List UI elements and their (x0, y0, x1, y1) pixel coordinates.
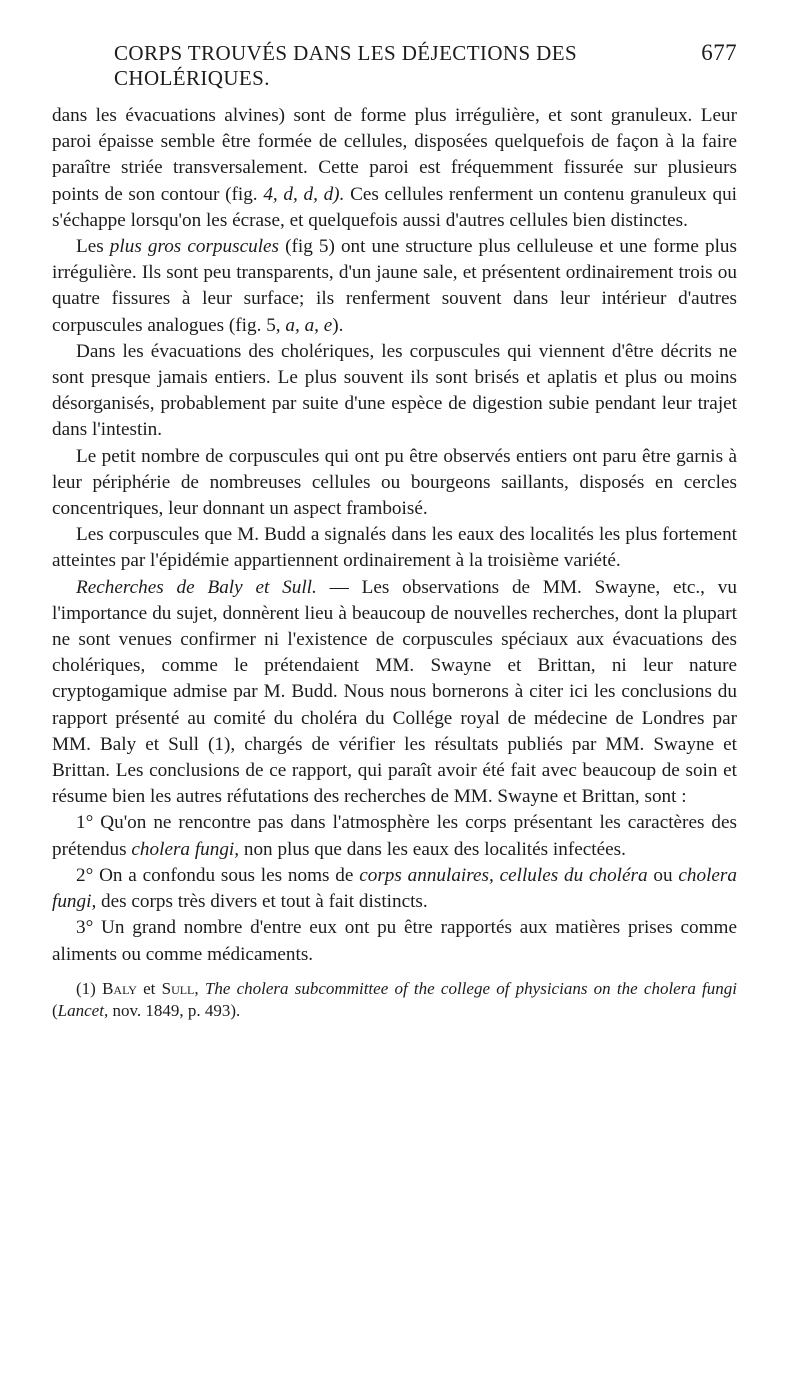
text-run: (fig 5) ont une structure plus celluleuse et une forme plus irrégulière. Ils sont peu transparents, d'un jaune sale, et présentent ordinairement trois ou quatre fissures à leur surface; ils renferment souvent dans leur intérieur d'autres corpuscules analogues (fig. 5, (52, 236, 737, 336)
italic-text: Lancet (57, 1000, 104, 1020)
text-run: Les (76, 236, 110, 258)
book-page (52, 40, 737, 1022)
page-number: 677 (701, 40, 737, 65)
author-name: Baly (102, 978, 137, 998)
italic-text: Recherches de Baly et Sull. (76, 576, 317, 598)
text-run: Dans les évacuations des cholériques, les corpuscules qui viennent d'être décrits ne sont presque jamais entiers. Le plus souvent ils sont brisés et aplatis et plus ou moins désorganisés, probablement par suite d'une espèce de digestion subie pendant leur trajet dans l'intestin. (52, 340, 737, 441)
text-run: Les corpuscules que M. Budd a signalés dans les eaux des localités les plus fortement atteintes par l'épidémie appartiennent ordinairement à la troisième variété. (52, 524, 737, 572)
italic-text: cholera fungi, (131, 838, 240, 860)
italic-text: plus gros corpuscules (109, 236, 280, 258)
text-run: Le petit nombre de corpuscules qui ont pu être observés entiers ont paru être garnis à leur périphérie de nombreuses cellules ou bourgeons saillants, disposés en cercles concentriques, leur donnant un aspect framboisé. (52, 445, 737, 520)
author-name: Sull (161, 978, 195, 998)
text-run: (1) (76, 978, 103, 998)
text-run: , nov. 1849, p. 493). (103, 1000, 241, 1020)
running-title: CORPS TROUVÉS DANS LES DÉJECTIONS DES CHOLÉRIQUES. (114, 41, 578, 90)
text-run: 2° On a confondu sous les noms de (76, 864, 360, 886)
footnote (52, 978, 737, 1022)
text-run: 1° Qu'on ne rencontre pas dans l'atmosphère les corps présentant les caractères des prétendus (52, 812, 737, 860)
italic-text: The cholera subcommittee of the college of physicians on the cholera fungi (204, 978, 737, 998)
paragraph (52, 915, 737, 967)
text-run: ). (332, 314, 344, 336)
text-run: , (194, 978, 205, 998)
text-run: 3° Un grand nombre d'entre eux ont pu être rapportés aux matières prises comme aliments ou comme médicaments. (52, 917, 737, 965)
text-run: Ces cellules renferment un contenu granuleux qui s'échappe lorsqu'on les écrase, et quelquefois aussi d'autres cellules bien distinctes. (52, 183, 738, 231)
italic-text: a, a, e (285, 314, 333, 336)
body-text (52, 103, 737, 968)
italic-text: cholera fungi, (52, 864, 737, 913)
paragraph (52, 522, 737, 574)
running-header (52, 40, 737, 91)
paragraph (52, 444, 737, 523)
italic-text: 4, d, d, d). (263, 183, 345, 205)
paragraph (52, 103, 737, 234)
paragraph (52, 863, 737, 915)
text-run: ou (647, 864, 679, 886)
text-run: dans les évacuations alvines) sont de forme plus irrégulière, et sont granuleux. Leur paroi épaisse semble être formée de cellules, disposées quelquefois de façon à la faire paraître striée transversalement. Cette paroi est fréquemment fissurée sur plusieurs points de son contour (fig. (52, 105, 737, 205)
text-run: — Les observations de MM. Swayne, etc., vu l'importance du sujet, donnèrent lieu à beaucoup de nouvelles recherches, dont la plupart ne sont venues confirmer ni l'existence de corpuscules spéciaux aux évacuations des cholériques, comme le prétendaient MM. Swayne et Brittan, ni leur nature cryptogamique admise par M. Budd. Nous nous bornerons à citer ici les conclusions du rapport présenté au comité du choléra du Collége royal de médecine de Londres par MM. Baly et Sull (1), chargés de vérifier les résultats publiés par MM. Swayne et Brittan. Les conclusions de ce rapport, qui paraît avoir été fait avec beaucoup de soin et résume bien les autres réfutations des recherches de MM. Swayne et Brittan, sont : (52, 576, 737, 808)
paragraph (52, 575, 737, 811)
italic-text: corps annulaires, cellules du choléra (359, 864, 648, 886)
paragraph (52, 339, 737, 444)
text-run: et (136, 978, 162, 998)
text-run: ( (52, 1000, 58, 1020)
paragraph (52, 810, 737, 862)
text-run: des corps très divers et tout à fait distincts. (96, 891, 428, 913)
paragraph (52, 234, 737, 339)
text-run: non plus que dans les eaux des localités infectées. (239, 838, 626, 860)
